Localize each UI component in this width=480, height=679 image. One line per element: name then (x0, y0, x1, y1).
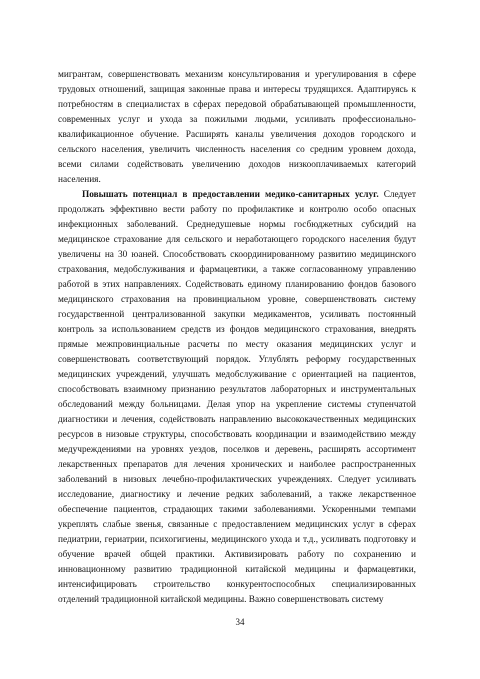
page-number: 34 (235, 617, 245, 627)
body-text (58, 68, 416, 608)
paragraph (58, 188, 416, 608)
paragraph: мигрантам, совершенствовать механизм консультирования и урегулирования в сфере трудовых отношений, защищая законные права и интересы трудящихся. Адаптируясь к потребностям в специалистах в сферах передовой обрабатывающей промышленности, современных услуг и ухода за пожилыми людьми, усиливать профессионально-квалификационное обучение. Расширять каналы увеличения доходов городского и сельского населения, увеличить численность населения со средним уровнем дохода, всеми силами содействовать увеличению доходов низкооплачиваемых категорий населения. (58, 70, 416, 185)
paragraph-body: Следует продолжать эффективно вести работу по профилактике и контролю особо опасных инфекционных заболеваний. Среднедушевые нормы госбюджетных субсидий на медицинское страхование для сельского и неработающего городского населения будут увеличены на 30 юаней. Способствовать скоординированному развитию медицинского страхования, медобслуживания и фармацевтики, а также согласованному управлению работой в этих направлениях. Содействовать единому планированию фондов базового медицинского страхования на провинциальном уровне, совершенствовать систему государственной централизованной закупки медикаментов, усиливать постоянный контроль за использованием средств из фондов медицинского страхования, внедрять прямые межпровинциальные расчеты по месту оказания медицинских услуг и совершенствовать соответствующий порядок. Углублять реформу государственных медицинских учреждений, улучшать медобслуживание с ориентацией на пациентов, способствовать взаимному признанию результатов лабораторных и инструментальных обследований между больницами. Делая упор на укрепление системы ступенчатой диагностики и лечения, содействовать направлению высококачественных медицинских ресурсов в низовые структуры, способствовать координации и взаимодействию между медучреждениями на уровнях уездов, поселков и деревень, расширять ассортимент лекарственных препаратов для лечения хронических и наиболее распространенных заболеваний в низовых лечебно-профилактических учреждениях. Следует усиливать исследование, диагностику и лечение редких заболеваний, а также лекарственное обеспечение пациентов, страдающих такими заболеваниями. Ускоренными темпами укреплять слабые звенья, связанные с предоставлением медицинских услуг в сферах педиатрии, гериатрии, психогигиены, медицинского ухода и т.д., усиливать подготовку и обучение врачей общей практики. Активизировать работу по сохранению и инновационному развитию традиционной китайской медицины и фармацевтики, интенсифицировать строительство конкурентоспособных специализированных отделений традиционной китайской медицины. Важно совершенствовать систему (58, 190, 416, 605)
paragraph-heading: Повышать потенциал в предоставлении медико-санитарных услуг. (82, 190, 379, 200)
